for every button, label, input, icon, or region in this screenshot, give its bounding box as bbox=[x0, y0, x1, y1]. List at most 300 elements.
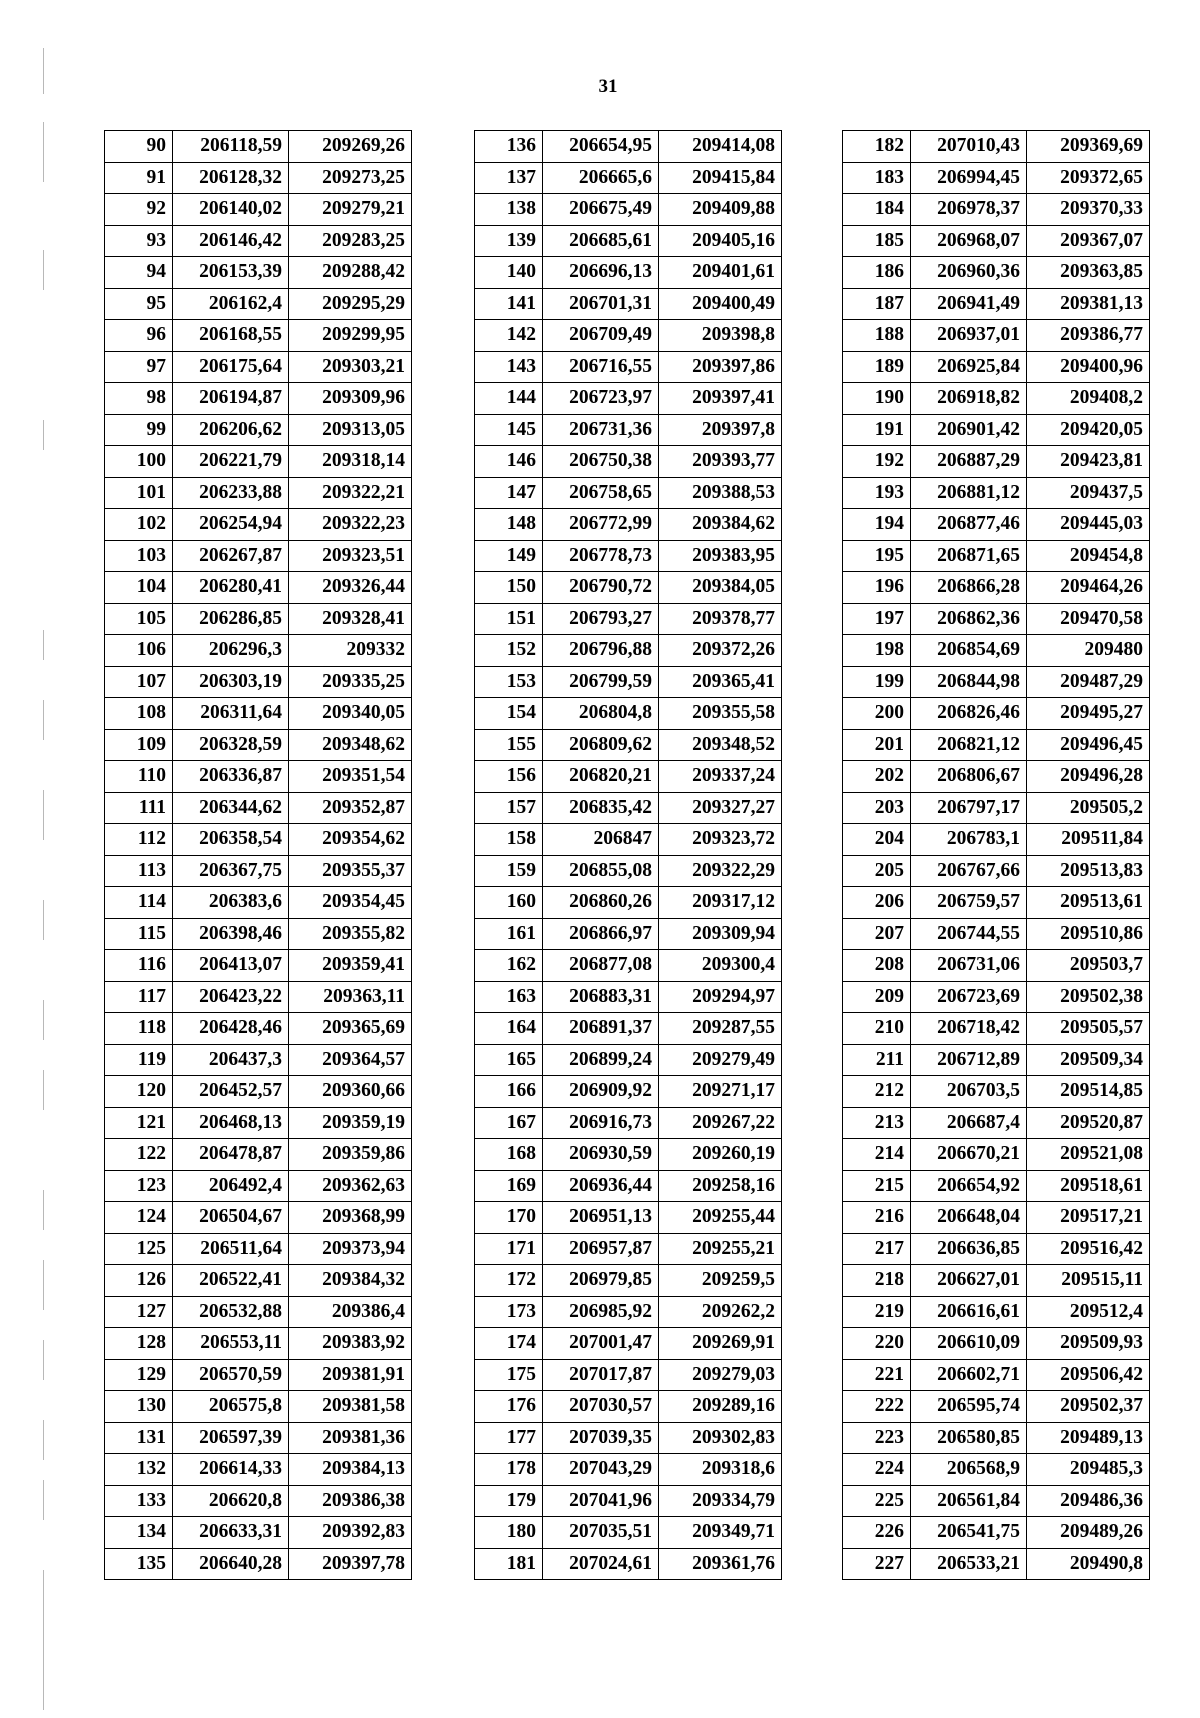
table-row bbox=[843, 1391, 1150, 1423]
table-row bbox=[475, 1517, 782, 1549]
table-row bbox=[843, 1517, 1150, 1549]
point-number-cell: 99 bbox=[105, 414, 173, 446]
scan-margin-mark bbox=[43, 1420, 44, 1460]
table-row bbox=[105, 603, 412, 635]
point-number-cell: 118 bbox=[105, 1013, 173, 1045]
y-coordinate-cell: 209372,26 bbox=[659, 635, 782, 667]
point-number-cell: 172 bbox=[475, 1265, 543, 1297]
table-row bbox=[105, 761, 412, 793]
y-coordinate-cell: 209364,57 bbox=[289, 1044, 412, 1076]
y-coordinate-cell: 209289,16 bbox=[659, 1391, 782, 1423]
table-row bbox=[843, 635, 1150, 667]
table-row bbox=[105, 225, 412, 257]
x-coordinate-cell: 206280,41 bbox=[173, 572, 289, 604]
x-coordinate-cell: 206979,85 bbox=[543, 1265, 659, 1297]
point-number-cell: 169 bbox=[475, 1170, 543, 1202]
table-row bbox=[475, 1485, 782, 1517]
y-coordinate-cell: 209454,8 bbox=[1027, 540, 1150, 572]
x-coordinate-cell: 206296,3 bbox=[173, 635, 289, 667]
point-number-cell: 219 bbox=[843, 1296, 911, 1328]
x-coordinate-cell: 206254,94 bbox=[173, 509, 289, 541]
point-number-cell: 98 bbox=[105, 383, 173, 415]
y-coordinate-cell: 209354,62 bbox=[289, 824, 412, 856]
x-coordinate-cell: 206675,49 bbox=[543, 194, 659, 226]
x-coordinate-cell: 206452,57 bbox=[173, 1076, 289, 1108]
point-number-cell: 140 bbox=[475, 257, 543, 289]
table-row bbox=[475, 1013, 782, 1045]
x-coordinate-cell: 206901,42 bbox=[911, 414, 1027, 446]
y-coordinate-cell: 209360,66 bbox=[289, 1076, 412, 1108]
y-coordinate-cell: 209513,61 bbox=[1027, 887, 1150, 919]
point-number-cell: 209 bbox=[843, 981, 911, 1013]
y-coordinate-cell: 209340,05 bbox=[289, 698, 412, 730]
table-row bbox=[475, 1454, 782, 1486]
table-row bbox=[105, 918, 412, 950]
point-number-cell: 166 bbox=[475, 1076, 543, 1108]
x-coordinate-cell: 207030,57 bbox=[543, 1391, 659, 1423]
point-number-cell: 183 bbox=[843, 162, 911, 194]
point-number-cell: 110 bbox=[105, 761, 173, 793]
table-row bbox=[843, 1076, 1150, 1108]
table-row bbox=[475, 855, 782, 887]
y-coordinate-cell: 209299,95 bbox=[289, 320, 412, 352]
x-coordinate-cell: 206936,44 bbox=[543, 1170, 659, 1202]
x-coordinate-cell: 206918,82 bbox=[911, 383, 1027, 415]
y-coordinate-cell: 209362,63 bbox=[289, 1170, 412, 1202]
table-row bbox=[105, 666, 412, 698]
y-coordinate-cell: 209351,54 bbox=[289, 761, 412, 793]
x-coordinate-cell: 206687,4 bbox=[911, 1107, 1027, 1139]
x-coordinate-cell: 207035,51 bbox=[543, 1517, 659, 1549]
y-coordinate-cell: 209512,4 bbox=[1027, 1296, 1150, 1328]
x-coordinate-cell: 206597,39 bbox=[173, 1422, 289, 1454]
table-row bbox=[475, 1328, 782, 1360]
y-coordinate-cell: 209398,8 bbox=[659, 320, 782, 352]
x-coordinate-cell: 206744,55 bbox=[911, 918, 1027, 950]
point-number-cell: 171 bbox=[475, 1233, 543, 1265]
y-coordinate-cell: 209337,24 bbox=[659, 761, 782, 793]
x-coordinate-cell: 206162,4 bbox=[173, 288, 289, 320]
y-coordinate-cell: 209365,69 bbox=[289, 1013, 412, 1045]
table-row bbox=[843, 446, 1150, 478]
x-coordinate-cell: 206358,54 bbox=[173, 824, 289, 856]
point-number-cell: 141 bbox=[475, 288, 543, 320]
point-number-cell: 145 bbox=[475, 414, 543, 446]
table-row bbox=[475, 540, 782, 572]
point-number-cell: 135 bbox=[105, 1548, 173, 1580]
x-coordinate-cell: 206866,28 bbox=[911, 572, 1027, 604]
point-number-cell: 196 bbox=[843, 572, 911, 604]
x-coordinate-cell: 206716,55 bbox=[543, 351, 659, 383]
table-row bbox=[105, 1139, 412, 1171]
table-row bbox=[475, 1422, 782, 1454]
y-coordinate-cell: 209323,72 bbox=[659, 824, 782, 856]
y-coordinate-cell: 209355,58 bbox=[659, 698, 782, 730]
y-coordinate-cell: 209300,4 bbox=[659, 950, 782, 982]
y-coordinate-cell: 209496,45 bbox=[1027, 729, 1150, 761]
y-coordinate-cell: 209517,21 bbox=[1027, 1202, 1150, 1234]
x-coordinate-cell: 206685,61 bbox=[543, 225, 659, 257]
point-number-cell: 149 bbox=[475, 540, 543, 572]
x-coordinate-cell: 206723,69 bbox=[911, 981, 1027, 1013]
table-row bbox=[105, 1044, 412, 1076]
point-number-cell: 91 bbox=[105, 162, 173, 194]
coordinates-table-2 bbox=[474, 130, 782, 1580]
x-coordinate-cell: 206168,55 bbox=[173, 320, 289, 352]
table-row bbox=[475, 635, 782, 667]
table-row bbox=[105, 288, 412, 320]
table-row bbox=[475, 257, 782, 289]
x-coordinate-cell: 206806,67 bbox=[911, 761, 1027, 793]
x-coordinate-cell: 206146,42 bbox=[173, 225, 289, 257]
y-coordinate-cell: 209384,32 bbox=[289, 1265, 412, 1297]
x-coordinate-cell: 206750,38 bbox=[543, 446, 659, 478]
y-coordinate-cell: 209386,77 bbox=[1027, 320, 1150, 352]
x-coordinate-cell: 206128,32 bbox=[173, 162, 289, 194]
y-coordinate-cell: 209255,44 bbox=[659, 1202, 782, 1234]
scan-margin-mark bbox=[43, 790, 44, 840]
x-coordinate-cell: 206759,57 bbox=[911, 887, 1027, 919]
x-coordinate-cell: 206153,39 bbox=[173, 257, 289, 289]
y-coordinate-cell: 209505,57 bbox=[1027, 1013, 1150, 1045]
x-coordinate-cell: 206511,64 bbox=[173, 1233, 289, 1265]
table-row bbox=[843, 981, 1150, 1013]
y-coordinate-cell: 209355,82 bbox=[289, 918, 412, 950]
x-coordinate-cell: 206887,29 bbox=[911, 446, 1027, 478]
point-number-cell: 191 bbox=[843, 414, 911, 446]
table-row bbox=[475, 1233, 782, 1265]
point-number-cell: 222 bbox=[843, 1391, 911, 1423]
y-coordinate-cell: 209401,61 bbox=[659, 257, 782, 289]
x-coordinate-cell: 206821,12 bbox=[911, 729, 1027, 761]
table-row bbox=[475, 194, 782, 226]
y-coordinate-cell: 209288,42 bbox=[289, 257, 412, 289]
table-row bbox=[105, 131, 412, 163]
y-coordinate-cell: 209328,41 bbox=[289, 603, 412, 635]
table-row bbox=[105, 1517, 412, 1549]
x-coordinate-cell: 206665,6 bbox=[543, 162, 659, 194]
x-coordinate-cell: 206140,02 bbox=[173, 194, 289, 226]
scan-margin-mark bbox=[43, 1480, 44, 1520]
table-row bbox=[105, 194, 412, 226]
x-coordinate-cell: 206194,87 bbox=[173, 383, 289, 415]
x-coordinate-cell: 207041,96 bbox=[543, 1485, 659, 1517]
x-coordinate-cell: 206533,21 bbox=[911, 1548, 1027, 1580]
point-number-cell: 199 bbox=[843, 666, 911, 698]
point-number-cell: 226 bbox=[843, 1517, 911, 1549]
y-coordinate-cell: 209369,69 bbox=[1027, 131, 1150, 163]
table-row bbox=[843, 887, 1150, 919]
point-number-cell: 90 bbox=[105, 131, 173, 163]
table-row bbox=[475, 1139, 782, 1171]
x-coordinate-cell: 206826,46 bbox=[911, 698, 1027, 730]
scan-margin-mark bbox=[43, 122, 44, 182]
x-coordinate-cell: 206994,45 bbox=[911, 162, 1027, 194]
y-coordinate-cell: 209294,97 bbox=[659, 981, 782, 1013]
table-row bbox=[105, 257, 412, 289]
point-number-cell: 168 bbox=[475, 1139, 543, 1171]
x-coordinate-cell: 206718,42 bbox=[911, 1013, 1027, 1045]
y-coordinate-cell: 209384,13 bbox=[289, 1454, 412, 1486]
point-number-cell: 194 bbox=[843, 509, 911, 541]
table-row bbox=[475, 887, 782, 919]
x-coordinate-cell: 206712,89 bbox=[911, 1044, 1027, 1076]
point-number-cell: 178 bbox=[475, 1454, 543, 1486]
x-coordinate-cell: 206616,61 bbox=[911, 1296, 1027, 1328]
y-coordinate-cell: 209521,08 bbox=[1027, 1139, 1150, 1171]
point-number-cell: 206 bbox=[843, 887, 911, 919]
table-row bbox=[843, 540, 1150, 572]
x-coordinate-cell: 206957,87 bbox=[543, 1233, 659, 1265]
table-row bbox=[475, 1548, 782, 1580]
y-coordinate-cell: 209470,58 bbox=[1027, 603, 1150, 635]
point-number-cell: 154 bbox=[475, 698, 543, 730]
y-coordinate-cell: 209322,23 bbox=[289, 509, 412, 541]
point-number-cell: 150 bbox=[475, 572, 543, 604]
scan-margin-mark bbox=[43, 250, 44, 290]
point-number-cell: 132 bbox=[105, 1454, 173, 1486]
x-coordinate-cell: 206398,46 bbox=[173, 918, 289, 950]
table-row bbox=[843, 1107, 1150, 1139]
y-coordinate-cell: 209409,88 bbox=[659, 194, 782, 226]
table-row bbox=[105, 1202, 412, 1234]
y-coordinate-cell: 209352,87 bbox=[289, 792, 412, 824]
x-coordinate-cell: 207039,35 bbox=[543, 1422, 659, 1454]
point-number-cell: 160 bbox=[475, 887, 543, 919]
y-coordinate-cell: 209259,5 bbox=[659, 1265, 782, 1297]
x-coordinate-cell: 206383,6 bbox=[173, 887, 289, 919]
table-row bbox=[843, 666, 1150, 698]
table-row bbox=[475, 603, 782, 635]
table-row bbox=[105, 477, 412, 509]
table-row bbox=[843, 1233, 1150, 1265]
table-row bbox=[105, 1265, 412, 1297]
y-coordinate-cell: 209511,84 bbox=[1027, 824, 1150, 856]
point-number-cell: 190 bbox=[843, 383, 911, 415]
y-coordinate-cell: 209515,11 bbox=[1027, 1265, 1150, 1297]
y-coordinate-cell: 209349,71 bbox=[659, 1517, 782, 1549]
table-row bbox=[105, 698, 412, 730]
point-number-cell: 227 bbox=[843, 1548, 911, 1580]
point-number-cell: 151 bbox=[475, 603, 543, 635]
point-number-cell: 186 bbox=[843, 257, 911, 289]
y-coordinate-cell: 209423,81 bbox=[1027, 446, 1150, 478]
x-coordinate-cell: 206568,9 bbox=[911, 1454, 1027, 1486]
x-coordinate-cell: 206844,98 bbox=[911, 666, 1027, 698]
y-coordinate-cell: 209489,26 bbox=[1027, 1517, 1150, 1549]
x-coordinate-cell: 206883,31 bbox=[543, 981, 659, 1013]
x-coordinate-cell: 206468,13 bbox=[173, 1107, 289, 1139]
scan-margin-mark bbox=[43, 1190, 44, 1230]
table-row bbox=[475, 383, 782, 415]
table-row bbox=[843, 1044, 1150, 1076]
y-coordinate-cell: 209383,95 bbox=[659, 540, 782, 572]
point-number-cell: 152 bbox=[475, 635, 543, 667]
x-coordinate-cell: 206428,46 bbox=[173, 1013, 289, 1045]
y-coordinate-cell: 209334,79 bbox=[659, 1485, 782, 1517]
y-coordinate-cell: 209509,93 bbox=[1027, 1328, 1150, 1360]
table-row bbox=[843, 1170, 1150, 1202]
x-coordinate-cell: 206855,08 bbox=[543, 855, 659, 887]
y-coordinate-cell: 209386,4 bbox=[289, 1296, 412, 1328]
x-coordinate-cell: 206221,79 bbox=[173, 446, 289, 478]
point-number-cell: 142 bbox=[475, 320, 543, 352]
y-coordinate-cell: 209317,12 bbox=[659, 887, 782, 919]
x-coordinate-cell: 206118,59 bbox=[173, 131, 289, 163]
x-coordinate-cell: 206799,59 bbox=[543, 666, 659, 698]
y-coordinate-cell: 209271,17 bbox=[659, 1076, 782, 1108]
scan-margin-mark bbox=[43, 1000, 44, 1040]
table-row bbox=[475, 1044, 782, 1076]
point-number-cell: 129 bbox=[105, 1359, 173, 1391]
point-number-cell: 123 bbox=[105, 1170, 173, 1202]
point-number-cell: 225 bbox=[843, 1485, 911, 1517]
table-row bbox=[105, 824, 412, 856]
y-coordinate-cell: 209490,8 bbox=[1027, 1548, 1150, 1580]
point-number-cell: 170 bbox=[475, 1202, 543, 1234]
table-row bbox=[475, 666, 782, 698]
point-number-cell: 108 bbox=[105, 698, 173, 730]
point-number-cell: 198 bbox=[843, 635, 911, 667]
table-row bbox=[843, 1548, 1150, 1580]
x-coordinate-cell: 206595,74 bbox=[911, 1391, 1027, 1423]
table-row bbox=[843, 729, 1150, 761]
x-coordinate-cell: 207024,61 bbox=[543, 1548, 659, 1580]
y-coordinate-cell: 209354,45 bbox=[289, 887, 412, 919]
point-number-cell: 163 bbox=[475, 981, 543, 1013]
y-coordinate-cell: 209414,08 bbox=[659, 131, 782, 163]
table-row bbox=[475, 1391, 782, 1423]
y-coordinate-cell: 209269,26 bbox=[289, 131, 412, 163]
point-number-cell: 131 bbox=[105, 1422, 173, 1454]
x-coordinate-cell: 206437,3 bbox=[173, 1044, 289, 1076]
y-coordinate-cell: 209520,87 bbox=[1027, 1107, 1150, 1139]
y-coordinate-cell: 209386,38 bbox=[289, 1485, 412, 1517]
point-number-cell: 185 bbox=[843, 225, 911, 257]
point-number-cell: 211 bbox=[843, 1044, 911, 1076]
x-coordinate-cell: 206703,5 bbox=[911, 1076, 1027, 1108]
x-coordinate-cell: 206367,75 bbox=[173, 855, 289, 887]
point-number-cell: 117 bbox=[105, 981, 173, 1013]
table-row bbox=[105, 540, 412, 572]
coordinates-table-1 bbox=[104, 130, 412, 1580]
x-coordinate-cell: 206627,01 bbox=[911, 1265, 1027, 1297]
y-coordinate-cell: 209279,49 bbox=[659, 1044, 782, 1076]
x-coordinate-cell: 206504,67 bbox=[173, 1202, 289, 1234]
point-number-cell: 121 bbox=[105, 1107, 173, 1139]
y-coordinate-cell: 209510,86 bbox=[1027, 918, 1150, 950]
point-number-cell: 167 bbox=[475, 1107, 543, 1139]
point-number-cell: 204 bbox=[843, 824, 911, 856]
y-coordinate-cell: 209384,05 bbox=[659, 572, 782, 604]
x-coordinate-cell: 206941,49 bbox=[911, 288, 1027, 320]
table-row bbox=[843, 603, 1150, 635]
point-number-cell: 137 bbox=[475, 162, 543, 194]
x-coordinate-cell: 206835,42 bbox=[543, 792, 659, 824]
table-row bbox=[105, 509, 412, 541]
table-row bbox=[475, 981, 782, 1013]
x-coordinate-cell: 207001,47 bbox=[543, 1328, 659, 1360]
table-row bbox=[475, 918, 782, 950]
x-coordinate-cell: 206723,97 bbox=[543, 383, 659, 415]
point-number-cell: 179 bbox=[475, 1485, 543, 1517]
x-coordinate-cell: 206804,8 bbox=[543, 698, 659, 730]
y-coordinate-cell: 209361,76 bbox=[659, 1548, 782, 1580]
table-row bbox=[105, 635, 412, 667]
point-number-cell: 200 bbox=[843, 698, 911, 730]
table-row bbox=[843, 1359, 1150, 1391]
x-coordinate-cell: 206809,62 bbox=[543, 729, 659, 761]
table-row bbox=[105, 1013, 412, 1045]
table-row bbox=[843, 225, 1150, 257]
y-coordinate-cell: 209283,25 bbox=[289, 225, 412, 257]
table-row bbox=[843, 1013, 1150, 1045]
point-number-cell: 97 bbox=[105, 351, 173, 383]
table-row bbox=[843, 1202, 1150, 1234]
point-number-cell: 207 bbox=[843, 918, 911, 950]
y-coordinate-cell: 209489,13 bbox=[1027, 1422, 1150, 1454]
table-row bbox=[475, 162, 782, 194]
y-coordinate-cell: 209367,07 bbox=[1027, 225, 1150, 257]
x-coordinate-cell: 206541,75 bbox=[911, 1517, 1027, 1549]
table-row bbox=[843, 918, 1150, 950]
x-coordinate-cell: 206916,73 bbox=[543, 1107, 659, 1139]
table-row bbox=[475, 509, 782, 541]
x-coordinate-cell: 206423,22 bbox=[173, 981, 289, 1013]
point-number-cell: 139 bbox=[475, 225, 543, 257]
x-coordinate-cell: 206937,01 bbox=[911, 320, 1027, 352]
x-coordinate-cell: 206570,59 bbox=[173, 1359, 289, 1391]
table-row bbox=[105, 1233, 412, 1265]
y-coordinate-cell: 209437,5 bbox=[1027, 477, 1150, 509]
point-number-cell: 107 bbox=[105, 666, 173, 698]
table-row bbox=[475, 225, 782, 257]
x-coordinate-cell: 206951,13 bbox=[543, 1202, 659, 1234]
y-coordinate-cell: 209420,05 bbox=[1027, 414, 1150, 446]
point-number-cell: 223 bbox=[843, 1422, 911, 1454]
point-number-cell: 102 bbox=[105, 509, 173, 541]
point-number-cell: 161 bbox=[475, 918, 543, 950]
point-number-cell: 114 bbox=[105, 887, 173, 919]
x-coordinate-cell: 206336,87 bbox=[173, 761, 289, 793]
x-coordinate-cell: 206797,17 bbox=[911, 792, 1027, 824]
x-coordinate-cell: 206731,06 bbox=[911, 950, 1027, 982]
table-row bbox=[843, 824, 1150, 856]
table-row bbox=[475, 1359, 782, 1391]
table-row bbox=[105, 855, 412, 887]
point-number-cell: 184 bbox=[843, 194, 911, 226]
point-number-cell: 192 bbox=[843, 446, 911, 478]
x-coordinate-cell: 206778,73 bbox=[543, 540, 659, 572]
point-number-cell: 189 bbox=[843, 351, 911, 383]
table-row bbox=[475, 1265, 782, 1297]
point-number-cell: 127 bbox=[105, 1296, 173, 1328]
table-row bbox=[475, 792, 782, 824]
y-coordinate-cell: 209495,27 bbox=[1027, 698, 1150, 730]
y-coordinate-cell: 209397,86 bbox=[659, 351, 782, 383]
scan-margin-mark bbox=[43, 900, 44, 940]
table-row bbox=[475, 477, 782, 509]
table-row bbox=[843, 320, 1150, 352]
y-coordinate-cell: 209381,36 bbox=[289, 1422, 412, 1454]
table-row bbox=[843, 950, 1150, 982]
point-number-cell: 208 bbox=[843, 950, 911, 982]
point-number-cell: 202 bbox=[843, 761, 911, 793]
x-coordinate-cell: 206286,85 bbox=[173, 603, 289, 635]
table-row bbox=[475, 1076, 782, 1108]
point-number-cell: 136 bbox=[475, 131, 543, 163]
point-number-cell: 176 bbox=[475, 1391, 543, 1423]
